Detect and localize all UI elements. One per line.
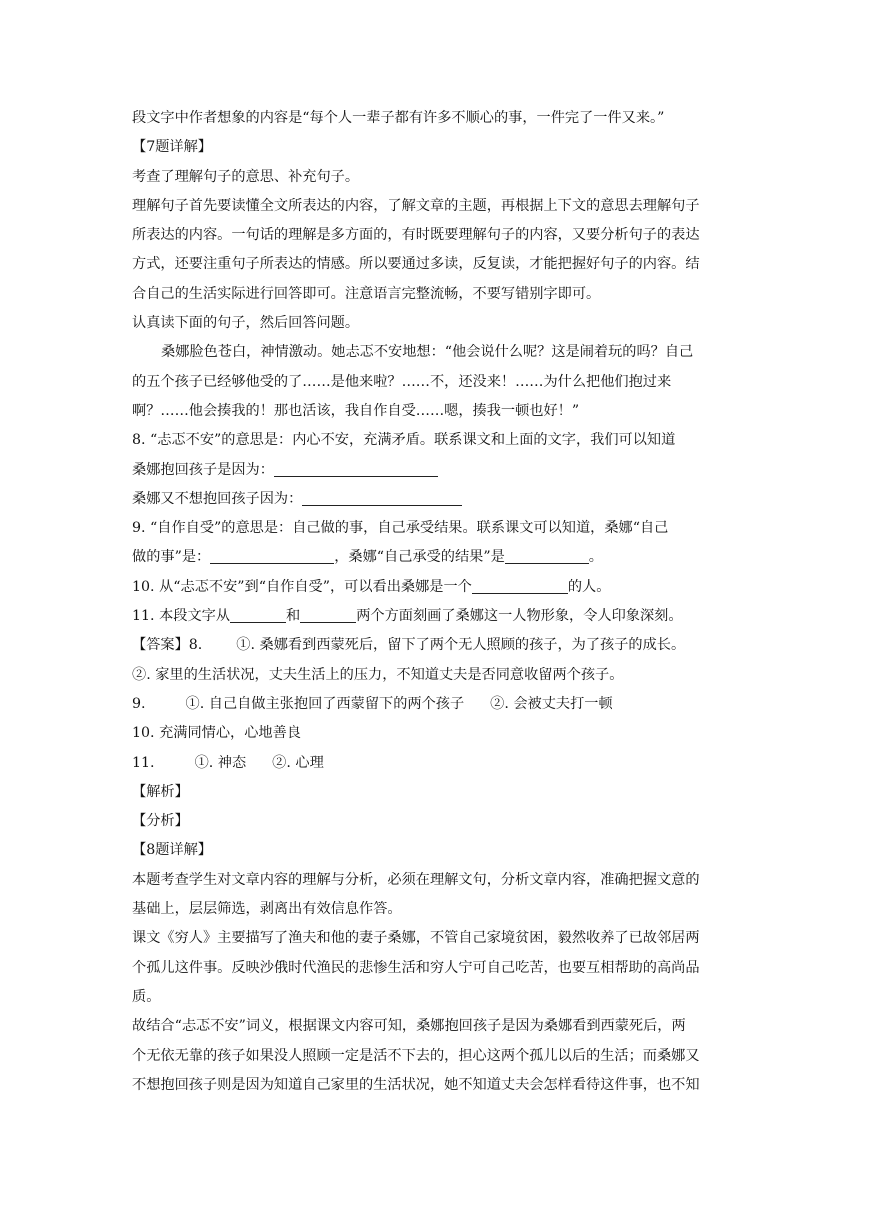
analysis-line: 个无依无靠的孩子如果没人照顾一定是活不下去的，担心这两个孤儿以后的生活；而桑娜又 (132, 1047, 700, 1064)
answer-blank (505, 547, 589, 564)
analysis-line: 个孤儿这件事。反映沙俄时代渔民的悲惨生活和穷人宁可自己吃苦，也要互相帮助的高尚品 (132, 959, 700, 976)
question-9-prompt: 。 (588, 549, 603, 566)
question-10-prompt: 10. 从“忐忑不安”到“自作自受”，可以看出桑娜是一个 (132, 578, 472, 595)
question-11-line (132, 602, 742, 631)
analysis-line: 课文《穷人》主要描写了渔夫和他的妻子桑娜，不管自己家境贫困，毅然收养了已故邻居两 (132, 930, 700, 947)
text-line: 所表达的内容。一句话的理解是多方面的，有时既要理解句子的内容，又要分析句子的表达 (132, 227, 700, 244)
answer-11-line (132, 749, 742, 778)
section-heading: 【分析】 (132, 813, 189, 830)
text-line: 理解句子首先要读懂全文所表达的内容，了解文章的主题，再根据上下文的意思去理解句子 (132, 197, 700, 214)
question-11-prompt: 11. 本段文字从 (132, 608, 231, 625)
question-9-line: 9. “自作自受”的意思是：自己做的事，自己承受结果。联系课文可以知道，桑娜“自己 (132, 520, 669, 537)
question-9-prompt: ，桑娜“自己承受的结果”是 (334, 549, 505, 566)
question-8-line: 8. “忐忑不安”的意思是：内心不安，充满矛盾。联系课文和上面的文字，我们可以知道 (132, 432, 676, 449)
answer-blank (472, 577, 568, 594)
question-8-line (132, 485, 742, 514)
section-heading: 【解析】 (132, 783, 189, 800)
text-line: 段文字中作者想象的内容是“每个人一辈子都有许多不顺心的事，一件完了一件又来。” (132, 110, 665, 126)
text-line: 认真读下面的句子，然后回答问题。 (132, 315, 360, 332)
analysis-line: 不想抱回孩子则是因为知道自己家里的生活状况，她不知道丈夫会怎样看待这件事，也不知 (132, 1076, 700, 1093)
answer-number: 11. (132, 754, 155, 771)
section-heading: 【7题详解】 (132, 139, 212, 156)
question-8-prompt: 桑娜又不想抱回孩子因为： (132, 490, 303, 507)
text-line: 合自己的生活实际进行回答即可。注意语言完整流畅，不要写错别字即可。 (132, 285, 601, 302)
answer-blank (302, 489, 462, 506)
answer-8-line: ②. 家里的生活状况，丈夫生活上的压力，不知道丈夫是否同意收留两个孩子。 (132, 666, 624, 683)
answer-blank (210, 547, 334, 564)
section-heading: 【8题详解】 (132, 842, 212, 859)
question-11-prompt: 两个方面刻画了桑娜这一人物形象，令人印象深刻。 (356, 608, 683, 625)
answer-text: ②. 心理 (272, 754, 324, 771)
answer-blank (300, 606, 356, 623)
answer-number: 9. (132, 695, 146, 712)
analysis-line: 质。 (132, 988, 161, 1005)
answer-text: ①. 自己自做主张抱回了西蒙留下的两个孩子 (185, 695, 465, 712)
answer-8-line (132, 631, 742, 660)
question-11-prompt: 和 (286, 608, 301, 625)
question-9-prompt: 做的事”是： (132, 549, 211, 566)
document-page (132, 104, 742, 1100)
analysis-line: 基础上，层层筛选，剥离出有效信息作答。 (132, 901, 402, 918)
answer-text: ②. 会被丈夫打一顿 (490, 695, 613, 712)
answer-text: ①. 神态 (194, 754, 247, 771)
answer-9-line (132, 690, 742, 719)
answer-blank (274, 460, 438, 477)
question-8-line (132, 456, 742, 485)
passage-line: 啊？……他会揍我的！那也活该，我自作自受……嗯，揍我一顿也好！” (132, 402, 580, 419)
question-10-line (132, 573, 742, 602)
answer-text: ①. 桑娜看到西蒙死后，留下了两个无人照顾的孩子，为了孩子的成长。 (236, 637, 686, 654)
question-9-line (132, 543, 742, 572)
passage-line: 桑娜脸色苍白，神情激动。她忐忑不安地想：“他会说什么呢？这是闹着玩的吗？自己 (161, 344, 694, 361)
answer-10-line: 10. 充满同情心，心地善良 (132, 725, 301, 742)
analysis-line: 本题考查学生对文章内容的理解与分析，必须在理解文句，分析文章内容，准确把握文意的 (132, 871, 700, 888)
passage-line: 的五个孩子已经够他受的了……是他来啦？……不，还没来！……为什么把他们抱过来 (132, 373, 672, 390)
answer-blank (230, 606, 286, 623)
text-line: 考查了理解句子的意思、补充句子。 (132, 168, 360, 185)
question-8-prompt: 桑娜抱回孩子是因为： (132, 461, 274, 478)
question-10-prompt: 的人。 (567, 578, 611, 595)
answer-label: 【答案】8. (132, 637, 203, 654)
text-line: 方式，还要注重句子所表达的情感。所以要通过多读，反复读，才能把握好句子的内容。结 (132, 256, 700, 273)
analysis-line: 故结合“忐忑不安”词义，根据课文内容可知，桑娜抱回孩子是因为桑娜看到西蒙死后，两 (132, 1018, 686, 1035)
